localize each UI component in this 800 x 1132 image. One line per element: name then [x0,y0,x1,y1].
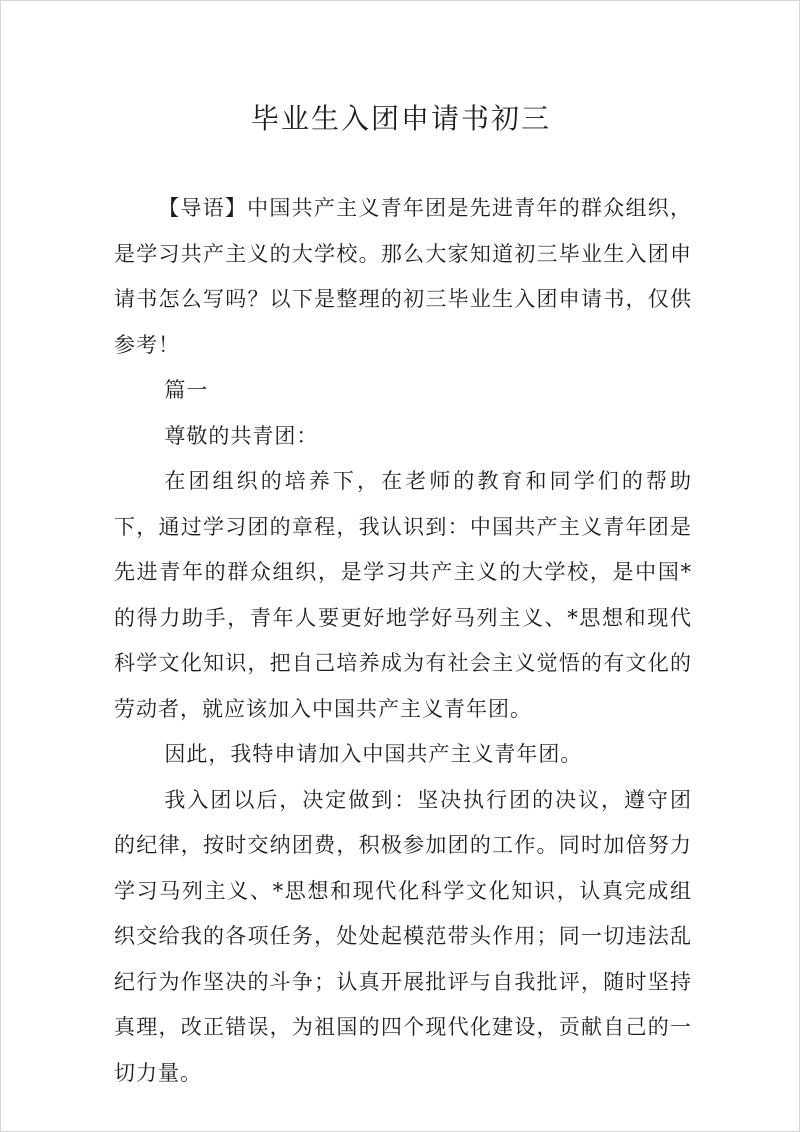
document-title: 毕业生入团申请书初三 [250,102,551,135]
body-paragraph: 我入团以后，决定做到：坚决执行团的决议，遵守团的纪律，按时交纳团费，积极参加团的工作。同时加倍努力学习马列主义、*思想和现代化科学文化知识，认真完成组织交给我的各项任务，处处起模范带头作用；同一切违法乱纪行为作坚决的斗争；认真开展批评与自我批评，随时坚持真理，改正错误，为祖国的四个现代化建设，贡献自己的一切力量。 [114,787,692,1085]
body-paragraph: 因此，我特申请加入中国共产主义青年团。 [164,742,583,766]
document-body [114,186,692,1096]
intro-paragraph: 【导语】中国共产主义青年团是先进青年的群众组织，是学习共产主义的大学校。那么大家知道初三毕业生入团申请书怎么写吗？以下是整理的初三毕业生入团申请书，仅供参考！ [114,196,692,357]
section-heading: 篇一 [164,378,209,402]
salutation: 尊敬的共青团： [164,423,319,448]
body-paragraph: 在团组织的培养下，在老师的教育和同学们的帮助下，通过学习团的章程，我认识到：中国共产主义青年团是先进青年的群众组织，是学习共产主义的大学校，是中国*的得力助手，青年人要更好地学好马列主义、*思想和现代科学文化知识，把自己培养成为有社会主义觉悟的有文化的劳动者，就应该加入中国共产主义青年团。 [114,469,692,721]
